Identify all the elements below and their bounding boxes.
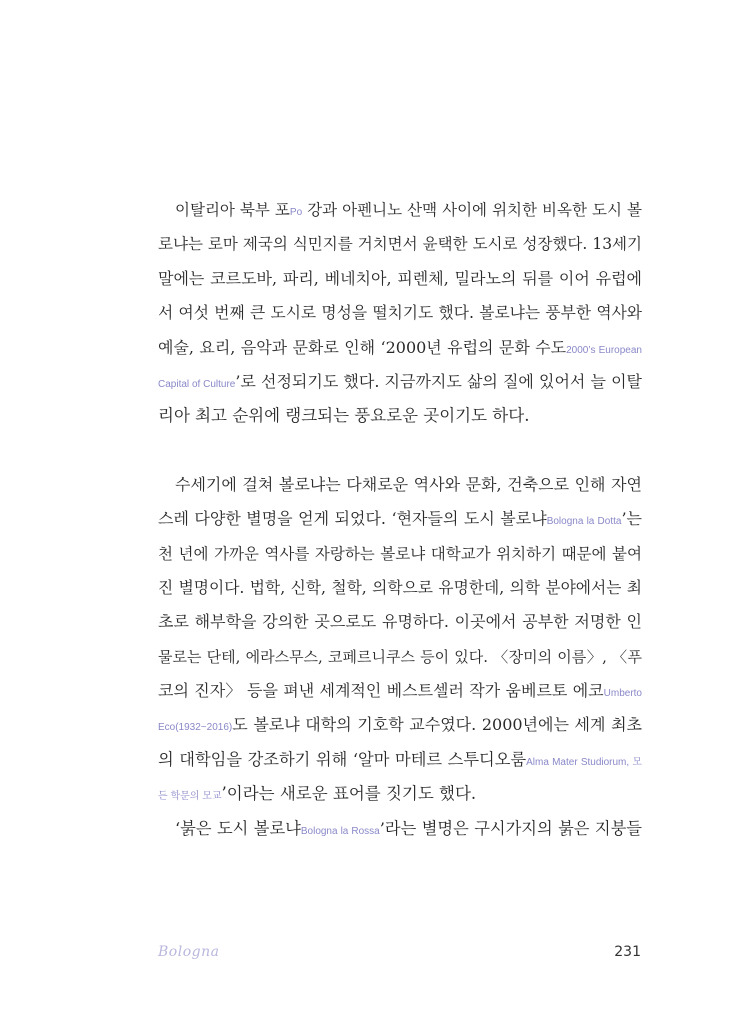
text-line: 말에는 코르도바, 파리, 베네치아, 피렌체, 밀라노의 뒤를 이어 유럽에 bbox=[158, 268, 642, 288]
text-line: 스레 다양한 별명을 얻게 되었다. ‘현자들의 도시 볼로냐Bologna la Dotta’는 bbox=[158, 509, 642, 529]
paragraph-3 bbox=[158, 812, 642, 846]
text-line: Eco(1932~2016)도 볼로냐 대학의 기호학 교수였다. 2000년에는 세계 최초 bbox=[158, 715, 642, 735]
page-body bbox=[158, 193, 642, 846]
text-line: 이탈리아 북부 포Po 강과 아펜니노 산맥 사이에 위치한 비옥한 도시 볼 bbox=[175, 201, 642, 219]
text-line: 서 여섯 번째 큰 도시로 명성을 떨치기도 했다. 볼로냐는 풍부한 역사와 bbox=[158, 303, 642, 323]
text-line: 의 대학임을 강조하기 위해 ‘알마 마테르 스투디오룸Alma Mater Studiorum, 모 bbox=[158, 749, 642, 769]
page-number: 231 bbox=[614, 944, 641, 960]
annotation: Bologna la Rossa bbox=[300, 825, 380, 837]
running-title: Bologna bbox=[158, 944, 220, 960]
text-line: 리아 최고 순위에 랭크되는 풍요로운 곳이기도 하다. bbox=[158, 406, 530, 426]
text-line: 로냐는 로마 제국의 식민지를 거치면서 윤택한 도시로 성장했다. 13세기 bbox=[158, 235, 642, 254]
annotation: Umberto bbox=[603, 688, 642, 700]
text-line: Capital of Culture’로 선정되기도 했다. 지금까지도 삶의 질에 있어서 늘 이탈 bbox=[158, 371, 642, 391]
text-line: 예술, 요리, 음악과 문화로 인해 ‘2000년 유럽의 문화 수도2000’s European bbox=[158, 337, 642, 357]
text-line: 든 학문의 모교’이라는 새로운 표어를 짓기도 했다. bbox=[158, 784, 477, 804]
text-line: 천 년에 가까운 역사를 자랑하는 볼로냐 대학교가 위치하기 때문에 붙여 bbox=[158, 544, 642, 563]
annotation: Eco(1932~2016) bbox=[158, 722, 233, 734]
text-line: 물로는 단테, 에라스무스, 코페르니쿠스 등이 있다. 〈장미의 이름〉, 〈푸 bbox=[158, 647, 642, 666]
text-line: ‘붉은 도시 볼로냐Bologna la Rossa’라는 별명은 구시가지의 붉은 지붕들 bbox=[175, 818, 642, 838]
annotation: 2000’s European bbox=[566, 344, 642, 356]
annotation: Capital of Culture bbox=[158, 378, 236, 390]
text-line: 초로 해부학을 강의한 곳으로도 유명하다. 이곳에서 공부한 저명한 인 bbox=[158, 612, 642, 632]
text-line: 진 별명이다. 법학, 신학, 철학, 의학으로 유명한데, 의학 분야에서는 최 bbox=[158, 577, 642, 597]
annotation: 든 학문의 모교 bbox=[158, 791, 222, 803]
paragraph-gap bbox=[158, 434, 642, 468]
annotation: Bologna la Dotta bbox=[546, 516, 622, 528]
text-line: 수세기에 걸쳐 볼로냐는 다채로운 역사와 문화, 건축으로 인해 자연 bbox=[175, 474, 642, 494]
text-line: 코의 진자〉 등을 펴낸 세계적인 베스트셀러 작가 움베르토 에코Umberto bbox=[158, 681, 642, 701]
annotation: Po bbox=[289, 207, 303, 218]
paragraph-1 bbox=[158, 193, 642, 434]
paragraph-2 bbox=[158, 468, 642, 812]
annotation: Alma Mater Studiorum, 모 bbox=[526, 756, 642, 768]
